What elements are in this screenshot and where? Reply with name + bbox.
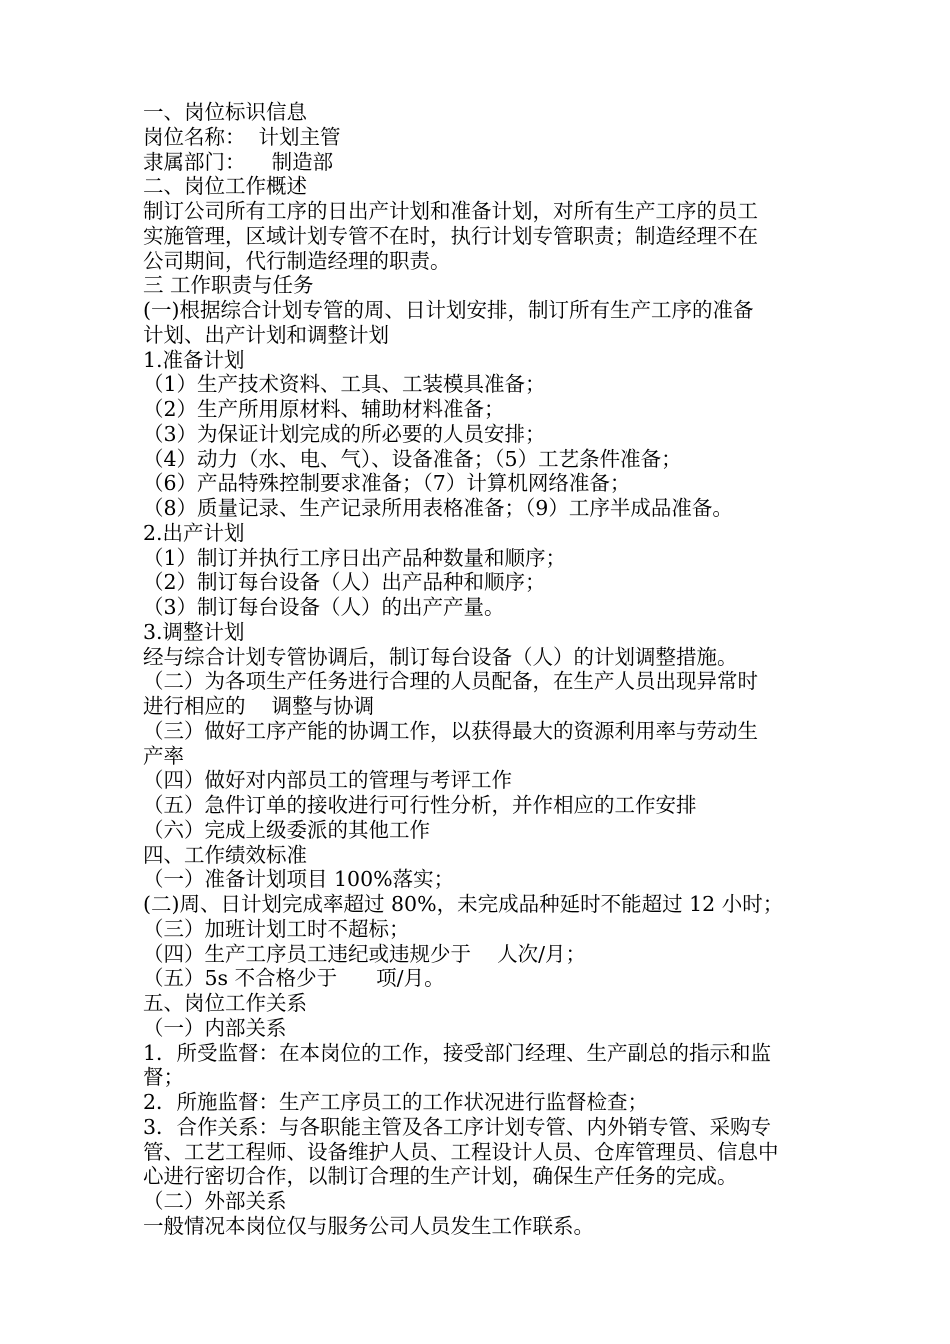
text-line: （二）外部关系: [143, 1189, 287, 1213]
text-line: 1.准备计划: [143, 347, 245, 372]
text-line: 隶属部门： 制造部: [143, 149, 334, 174]
text-line: 1．所受监督：在本岗位的工作，接受部门经理、生产副总的指示和监: [143, 1040, 772, 1065]
text-line: （2）生产所用原材料、辅助材料准备；: [143, 397, 505, 421]
text-line: 实施管理，区域计划专管不在时，执行计划专管职责；制造经理不在: [143, 223, 758, 248]
text-line: （8）质量记录、生产记录所用表格准备；（9）工序半成品准备。: [143, 496, 733, 520]
text-line: （三）做好工序产能的协调工作，以获得最大的资源利用率与劳动生: [143, 718, 758, 743]
text-line: 一、岗位标识信息: [143, 100, 307, 124]
text-line: （一）准备计划项目 100%落实；: [143, 867, 455, 892]
text-line: （1）制订并执行工序日出产品种数量和顺序；: [143, 545, 567, 570]
text-line: （一）内部关系: [143, 1015, 287, 1040]
text-line: 管、工艺工程师、设备维护人员、工程设计人员、仓库管理员、信息中: [143, 1139, 779, 1164]
text-line: 四、工作绩效标准: [143, 842, 307, 867]
text-line: 2．所施监督：生产工序员工的工作状况进行监督检查；: [143, 1090, 649, 1114]
document-body: [143, 100, 813, 1239]
text-line: 二、岗位工作概述: [143, 174, 307, 199]
text-line: （五）急件订单的接收进行可行性分析，并作相应的工作安排: [143, 793, 697, 817]
text-line: （6）产品特殊控制要求准备；（7）计算机网络准备；: [143, 471, 631, 496]
text-line: （3）制订每台设备（人）的出产产量。: [143, 595, 505, 619]
text-line: 心进行密切合作，以制订合理的生产计划，确保生产任务的完成。: [143, 1164, 738, 1189]
text-line: （3）为保证计划完成的所必要的人员安排；: [143, 421, 546, 446]
text-line: （五）5s 不合格少于 项/月。: [143, 966, 445, 991]
text-line: 督；: [143, 1065, 184, 1090]
text-line: (一)根据综合计划专管的周、日计划安排，制订所有生产工序的准备: [143, 298, 754, 322]
text-line: 岗位名称： 计划主管: [143, 124, 341, 149]
text-line: （六）完成上级委派的其他工作: [143, 817, 430, 842]
text-line: 3.调整计划: [143, 619, 245, 644]
text-line: 3．合作关系：与各职能主管及各工序计划专管、内外销专管、采购专: [143, 1114, 772, 1139]
text-line: （二）为各项生产任务进行合理的人员配备，在生产人员出现异常时: [143, 669, 758, 694]
text-line: 产率: [143, 743, 184, 768]
text-line: 进行相应的 调整与协调: [143, 694, 375, 718]
text-line: （2）制订每台设备（人）出产品种和顺序；: [143, 570, 546, 595]
text-line: （四）做好对内部员工的管理与考评工作: [143, 768, 512, 793]
text-line: (二)周、日计划完成率超过 80%，未完成品种延时不能超过 12 小时；: [143, 892, 784, 916]
text-line: 五、岗位工作关系: [143, 991, 307, 1015]
text-line: （4）动力（水、电、气）、设备准备；（5）工艺条件准备；: [143, 446, 682, 471]
text-line: 计划、出产计划和调整计划: [143, 322, 389, 347]
text-line: 2.出产计划: [143, 520, 245, 545]
text-line: （三）加班计划工时不超标；: [143, 916, 410, 941]
text-line: 制订公司所有工序的日出产计划和准备计划，对所有生产工序的员工: [143, 199, 758, 223]
text-line: 一般情况本岗位仅与服务公司人员发生工作联系。: [143, 1213, 594, 1238]
text-line: （四）生产工序员工违纪或违规少于 人次/月；: [143, 941, 586, 966]
text-line: 经与综合计划专管协调后，制订每台设备（人）的计划调整措施。: [143, 644, 738, 669]
text-line: 三 工作职责与任务: [143, 273, 314, 298]
text-line: 公司期间，代行制造经理的职责。: [143, 248, 451, 273]
text-line: （1）生产技术资料、工具、工装模具准备；: [143, 372, 546, 397]
